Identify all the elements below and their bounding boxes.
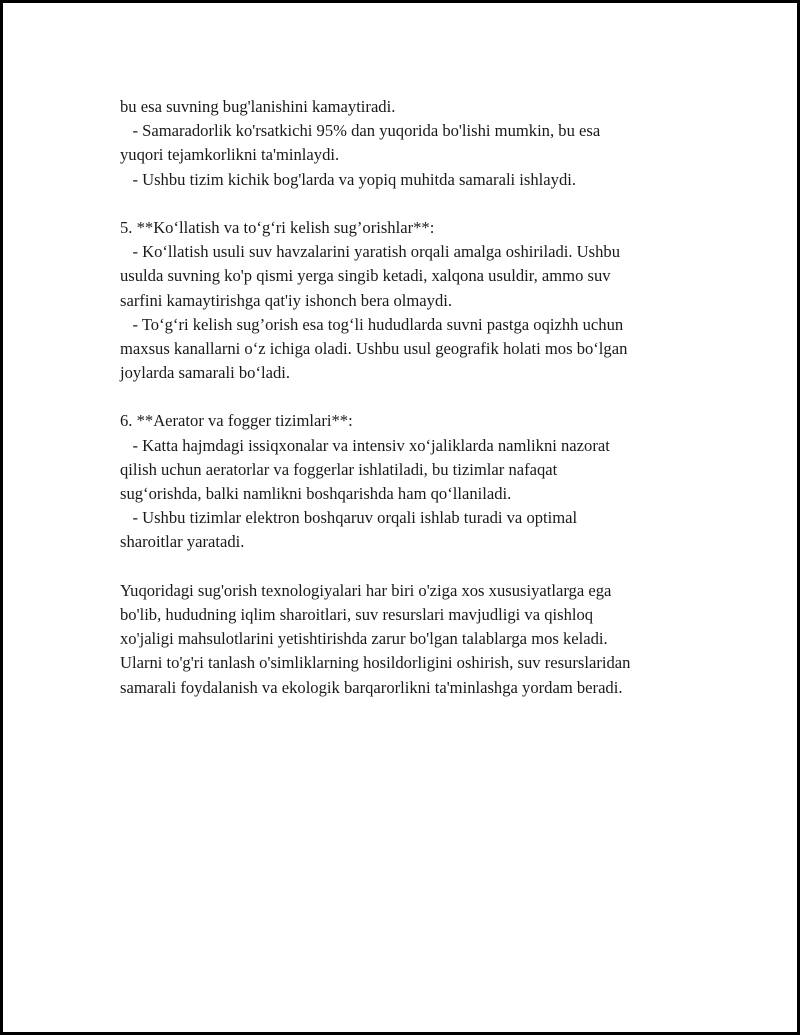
text-line: - Ushbu tizimlar elektron boshqaruv orqali ishlab turadi va optimal [120,508,578,528]
text-line: qilish uchun aeratorlar va foggerlar ishlatiladi, bu tizimlar nafaqat [120,459,558,479]
paragraph-gap [120,192,690,216]
text-line: sharoitlar yaratadi. [120,532,245,552]
text-line: bu esa suvning bug'lanishini kamaytiradi. [120,97,396,116]
text-line: joylarda samarali bo‘ladi. [120,363,291,383]
paragraph-gap [120,555,690,579]
text-line: - Ushbu tizim kichik bog'larda va yopiq muhitda samarali ishlaydi. [120,169,577,189]
conclusion-line: Ularni to'g'ri tanlash o'simliklarning hosildorligini oshirish, suv resurslaridan [120,653,631,673]
text-line: usulda suvning ko'p qismi yerga singib ketadi, xalqona usuldir, ammo suv [120,266,611,286]
text-line: maxsus kanallarni o‘z ichiga oladi. Ushbu usul geografik holati mos bo‘lgan [120,338,628,358]
paragraph-gap [120,385,690,409]
document-body [120,95,690,700]
conclusion-line: bo'lib, hududning iqlim sharoitlari, suv resurslari mavjudligi va qishloq [120,604,594,624]
text-line: sug‘orishda, balki namlikni boshqarishda ham qo‘llaniladi. [120,484,512,503]
text-line: - Katta hajmdagi issiqxonalar va intensiv xo‘jaliklarda namlikni nazorat [120,435,610,455]
text-line: - Ko‘llatish usuli suv havzalarini yaratish orqali amalga oshiriladi. Ushbu [120,242,621,262]
conclusion-line: samarali foydalanish va ekologik barqarorlikni ta'minlashga yordam beradi. [120,677,623,697]
text-line: - To‘g‘ri kelish sug’orish esa tog‘li hududlarda suvni pastga oqizhh uchun [120,314,624,334]
text-line: sarfini kamaytirishga qat'iy ishonch bera olmaydi. [120,290,453,310]
conclusion-line: Yuqoridagi sug'orish texnologiyalari har biri o'ziga xos xususiyatlarga ega [120,580,612,600]
conclusion-line: xo'jaligi mahsulotlarini yetishtirishda zarur bo'lgan talablarga mos keladi. [120,629,608,649]
section-heading: 5. **Ko‘llatish va to‘g‘ri kelish sug’orishlar**: [120,217,435,237]
text-line: yuqori tejamkorlikni ta'minlaydi. [120,145,340,165]
section-heading: 6. **Aerator va fogger tizimlari**: [120,411,353,431]
text-line: - Samaradorlik ko'rsatkichi 95% dan yuqorida bo'lishi mumkin, bu esa [120,121,601,141]
